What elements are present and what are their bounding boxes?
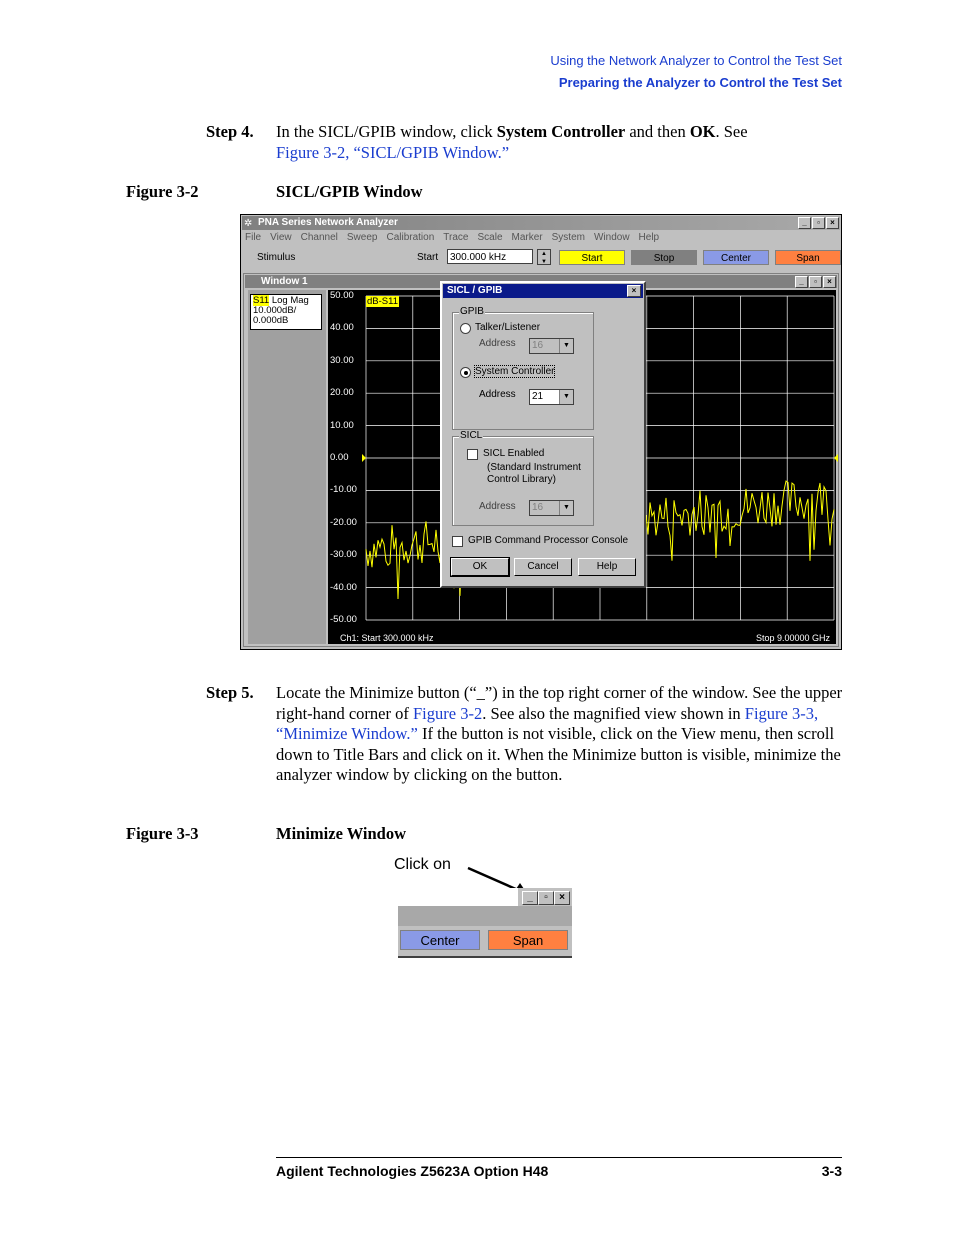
sicl-group-label: SICL (460, 430, 483, 441)
menu-sweep[interactable]: Sweep (346, 232, 378, 243)
trace-scale: 10.000dB/ (253, 305, 297, 316)
magnified-restore-button[interactable]: ▫ (538, 891, 554, 905)
step-4-text-c: . See (715, 122, 748, 141)
controller-address-select[interactable] (529, 389, 574, 405)
controller-address-value: 21 (532, 391, 544, 402)
menu-bar (245, 231, 659, 245)
sicl-description-2: Control Library) (487, 474, 556, 485)
y-axis-label: -50.00 (330, 614, 357, 625)
stimulus-toolbar (243, 247, 839, 269)
sicl-address-label: Address (479, 501, 516, 512)
ref-marker-right-icon (834, 454, 838, 462)
page-number: 3-3 (821, 1163, 842, 1179)
step-4-text-a: In the SICL/GPIB window, click (276, 122, 497, 141)
span-button[interactable]: Span (775, 250, 841, 265)
step-5-text-a: Locate the Minimize button (“_”) in the top right corner of the window. See the upper right-hand corner of (276, 683, 843, 723)
figure-3-2-number: Figure 3-2 (126, 182, 199, 201)
magnified-minimize-button[interactable]: _ (522, 891, 538, 905)
talker-listener-radio[interactable] (460, 323, 471, 334)
gpib-group (452, 306, 594, 430)
ref-marker-left-icon (362, 454, 366, 462)
menu-scale[interactable]: Scale (477, 232, 503, 243)
trace-status-panel (248, 290, 326, 644)
menu-calibration[interactable]: Calibration (386, 232, 435, 243)
minimize-magnified-view (398, 888, 572, 958)
sicl-gpib-dialog (440, 281, 646, 588)
step-5-text-c: If the button is not visible, click on the View menu, then scroll down to Title Bars and click on it. When the Minimize button is visible, minimize the analyzer window by clicking on the button. (276, 724, 841, 784)
y-axis-label: 40.00 (330, 322, 354, 334)
step-4-bold-a: System Controller (496, 122, 626, 141)
figure-3-2-caption (126, 182, 423, 202)
trace-format: Log Mag (271, 295, 309, 306)
system-controller-label: System Controller (475, 366, 555, 377)
y-axis-label: -20.00 (330, 516, 357, 528)
footer-title: Agilent Technologies Z5623A Option H48 (276, 1163, 549, 1179)
step-4-bold-b: OK (689, 122, 716, 141)
ok-button[interactable]: OK (451, 558, 509, 576)
center-button[interactable]: Center (703, 250, 769, 265)
sub-close-button[interactable]: × (823, 276, 836, 288)
app-icon: ✲ (244, 218, 253, 229)
menu-marker[interactable]: Marker (511, 232, 543, 243)
talker-address-select (529, 338, 574, 354)
db-s11-tag: dB-S11 (367, 296, 398, 307)
magnified-center-button[interactable]: Center (400, 930, 480, 950)
analyzer-title: PNA Series Network Analyzer (258, 217, 398, 228)
chevron-down-icon: ▼ (559, 339, 573, 353)
analyzer-titlebar (242, 216, 840, 230)
talker-listener-label: Talker/Listener (475, 322, 541, 333)
sicl-enabled-checkbox[interactable] (467, 449, 478, 460)
page-footer (276, 1157, 842, 1179)
system-controller-radio[interactable] (460, 367, 471, 378)
start-label: Start (417, 252, 439, 263)
figure-3-2-ref-link[interactable]: Figure 3-2 (413, 703, 483, 723)
gpib-console-checkbox[interactable] (452, 536, 463, 547)
restore-button[interactable]: ▫ (812, 217, 825, 229)
y-axis-label: -30.00 (330, 549, 357, 561)
plot-footer-start: Ch1: Start 300.000 kHz (340, 633, 434, 643)
figure-3-3-caption (126, 824, 407, 844)
figure-3-2-link[interactable]: Figure 3-2, “SICL/GPIB Window.” (276, 142, 510, 162)
talker-address-label: Address (479, 338, 516, 349)
start-frequency-input[interactable]: 300.000 kHz (447, 249, 533, 264)
minimize-button[interactable]: _ (798, 217, 811, 229)
trace-status-box[interactable] (250, 294, 322, 330)
dialog-titlebar (443, 284, 643, 298)
sicl-group (452, 430, 594, 526)
spin-up-icon: ▲ (541, 251, 547, 257)
spin-down-icon: ▼ (541, 259, 547, 265)
y-axis-label: 10.00 (330, 419, 354, 431)
close-button[interactable]: × (826, 217, 839, 229)
menu-trace[interactable]: Trace (443, 232, 469, 243)
magnified-close-button[interactable]: × (554, 891, 570, 905)
step-5-label: Step 5. (206, 683, 254, 702)
help-button[interactable]: Help (578, 558, 636, 576)
dialog-title: SICL / GPIB (447, 285, 503, 296)
menu-channel[interactable]: Channel (300, 232, 338, 243)
menu-view[interactable]: View (270, 232, 292, 243)
step-4 (206, 122, 846, 163)
step-4-label: Step 4. (206, 122, 254, 141)
cancel-button[interactable]: Cancel (514, 558, 572, 576)
dialog-close-button[interactable]: × (627, 285, 641, 297)
menu-system[interactable]: System (551, 232, 585, 243)
y-axis-label: 50.00 (330, 290, 354, 301)
y-axis-label: -10.00 (330, 484, 357, 496)
magnified-toolbar-strip (398, 906, 572, 926)
y-axis-label: 20.00 (330, 387, 354, 399)
sub-minimize-button[interactable]: _ (795, 276, 808, 288)
magnified-span-button[interactable]: Span (488, 930, 568, 950)
step-4-text-b: and then (625, 122, 690, 141)
figure-3-2-title: SICL/GPIB Window (276, 182, 423, 201)
menu-file[interactable]: File (245, 232, 262, 243)
sicl-address-select (529, 500, 574, 516)
y-axis-label: 0.00 (330, 452, 349, 463)
click-on-callout: Click on (394, 856, 451, 873)
sicl-description-1: (Standard Instrument (487, 462, 581, 473)
stimulus-label: Stimulus (257, 252, 296, 263)
window-title: Window 1 (261, 276, 308, 287)
running-header-chapter: Using the Network Analyzer to Control the Test Set (550, 53, 842, 68)
chevron-down-icon: ▼ (559, 390, 573, 404)
gpib-group-label: GPIB (460, 306, 484, 317)
step-5 (206, 683, 846, 786)
magnified-divider (398, 956, 572, 958)
chevron-down-icon: ▼ (559, 501, 573, 515)
step-5-text-b: . See also the magnified view shown in (482, 703, 745, 723)
gpib-console-label: GPIB Command Processor Console (468, 535, 629, 546)
running-header-section: Preparing the Analyzer to Control the Test Set (558, 75, 842, 90)
stop-button[interactable]: Stop (631, 250, 697, 265)
menu-help[interactable]: Help (638, 232, 660, 243)
talker-address-value: 16 (532, 340, 544, 351)
start-button[interactable]: Start (559, 250, 625, 265)
sicl-address-value: 16 (532, 502, 544, 513)
figure-3-3-title: Minimize Window (276, 824, 407, 843)
start-frequency-spinner[interactable] (537, 249, 551, 265)
figure-3-3-number: Figure 3-3 (126, 824, 199, 843)
menu-window[interactable]: Window (593, 232, 630, 243)
y-axis-label: 30.00 (330, 354, 354, 366)
sicl-enabled-label: SICL Enabled (483, 448, 545, 459)
plot-footer-stop: Stop 9.00000 GHz (755, 633, 830, 643)
y-axis-label: -40.00 (330, 581, 357, 593)
trace-ref: 0.000dB (253, 315, 289, 326)
controller-address-label: Address (479, 389, 516, 400)
trace-tag: S11 (253, 295, 270, 306)
sub-restore-button[interactable]: ▫ (809, 276, 822, 288)
figure-3-3-link[interactable]: Figure 3-3, “Minimize Window.” (276, 703, 819, 743)
